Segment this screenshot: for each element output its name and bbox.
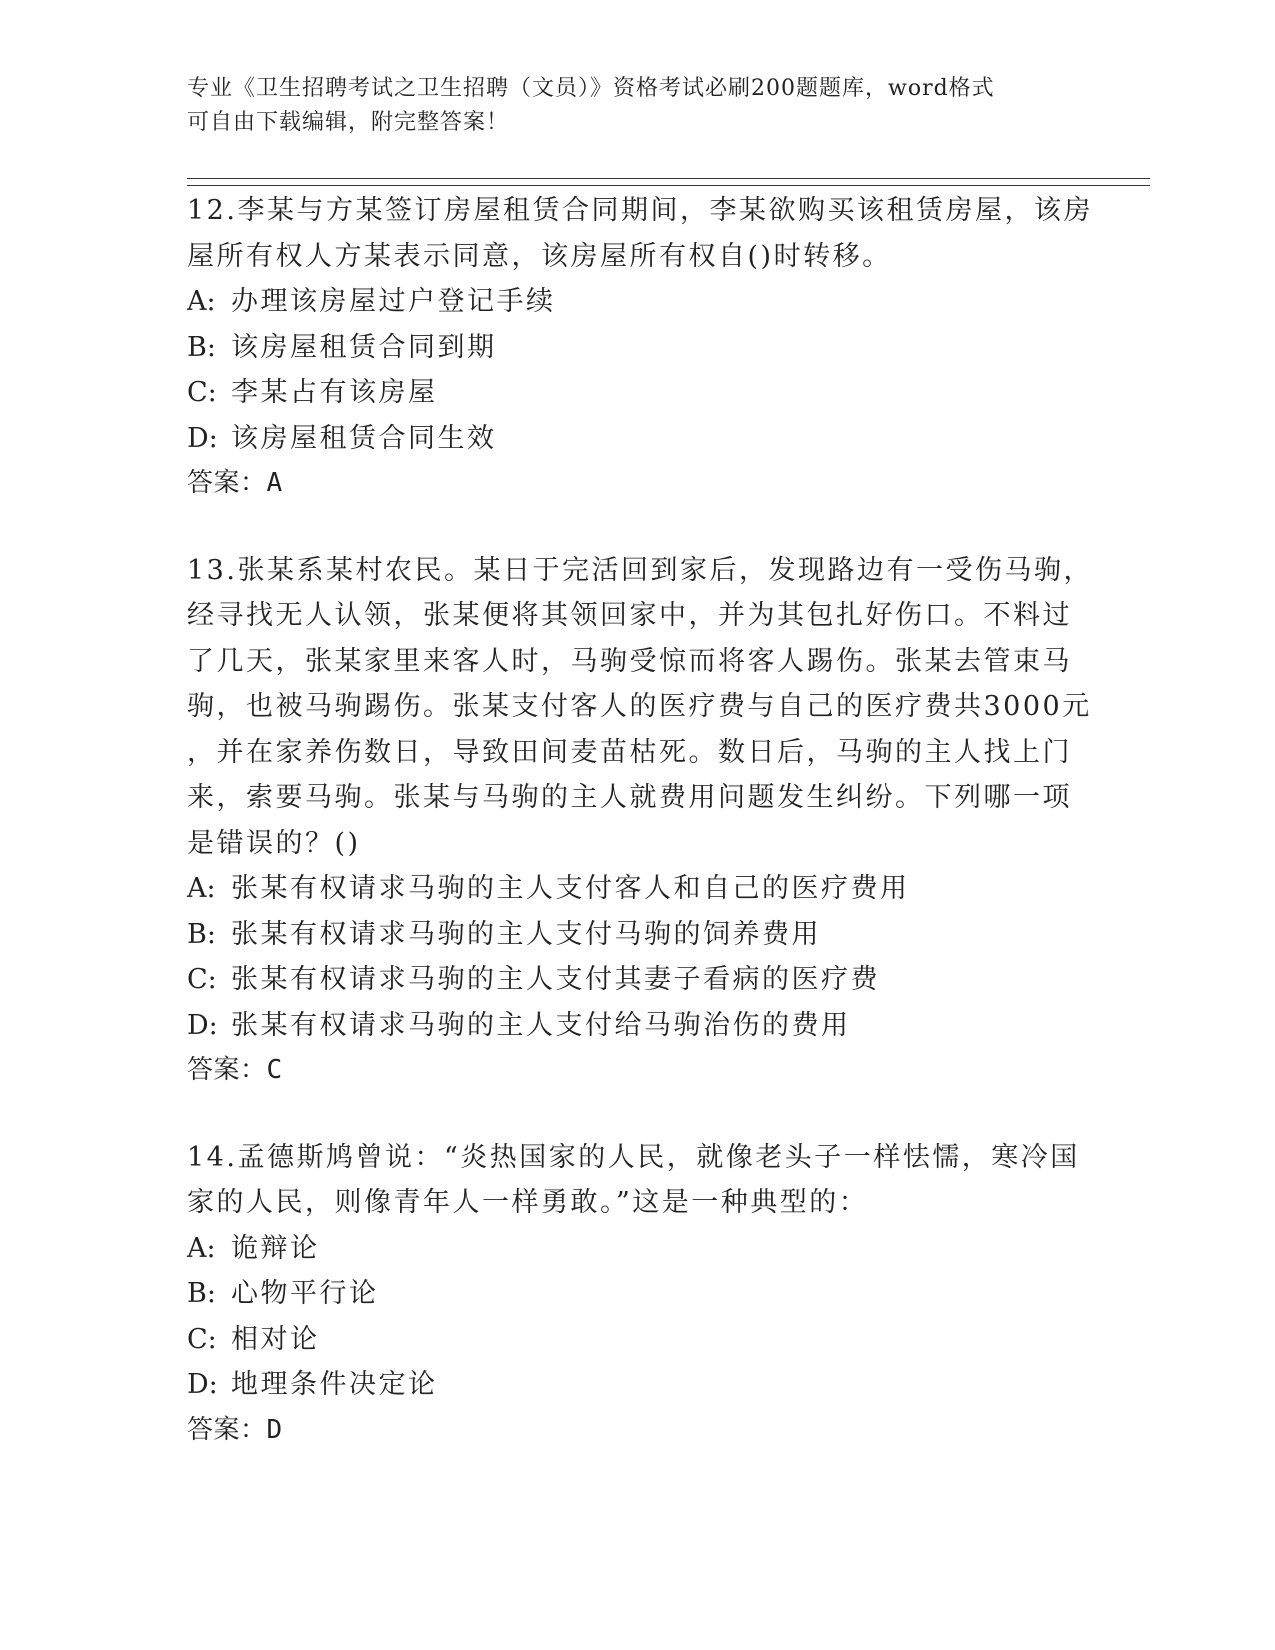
option-b [187, 1271, 1087, 1317]
option-c [187, 957, 1087, 1003]
option-letter: B: [187, 331, 216, 363]
option-text: 地理条件决定论 [231, 1369, 438, 1400]
question-14 [187, 1135, 1087, 1454]
option-a [187, 279, 1087, 325]
question-stem-line: ，并在家养伤数日，导致田间麦苗枯死。数日后，马驹的主人找上门 [187, 736, 1072, 768]
question-stem-line: 驹，也被马驹踢伤。张某支付客人的医疗费与自己的医疗费共3000元 [187, 691, 1092, 722]
question-stem-line: 是错误的？() [187, 827, 361, 859]
answer-line [187, 1048, 1087, 1094]
question-stem-line: 经寻找无人认领，张某便将其领回家中，并为其包扎好伤口。不料过 [187, 600, 1072, 631]
header-title-line-2: 可自由下载编辑，附完整答案！ [187, 110, 510, 135]
question-stem-line: 家的人民，则像青年人一样勇敢。”这是一种典型的： [187, 1187, 869, 1218]
option-text: 该房屋租赁合同生效 [231, 422, 497, 454]
option-letter: D: [187, 1369, 218, 1400]
question-stem-line: 了几天，张某家里来客人时，马驹受惊而将客人踢伤。张某去管束马 [187, 645, 1072, 677]
option-text: 李某占有该房屋 [231, 377, 438, 408]
option-c [187, 370, 1087, 416]
option-text: 办理该房屋过户登记手续 [231, 286, 556, 317]
question-stem-line: 13.张某系某村农民。某日于完活回到家后，发现路边有一受伤马驹， [187, 554, 1093, 586]
question-list [187, 188, 1093, 1494]
option-letter: D: [187, 422, 218, 454]
question-stem-line: 屋所有权人方某表示同意，该房屋所有权自()时转移。 [187, 240, 892, 272]
answer-value: C [266, 1055, 283, 1085]
option-text: 张某有权请求马驹的主人支付其妻子看病的医疗费 [231, 964, 880, 995]
header-divider-thin [187, 185, 1150, 186]
answer-label: 答案： [187, 468, 267, 498]
option-b [187, 912, 1087, 958]
answer-value: A [266, 468, 283, 498]
option-letter: A: [187, 873, 216, 904]
question-stem-line: 14.孟德斯鸠曾说：“炎热国家的人民，就像老头子一样怯懦，寒冷国 [187, 1141, 1080, 1173]
option-text: 该房屋租赁合同到期 [231, 331, 497, 363]
option-letter: B: [187, 918, 216, 950]
question-stem-line: 12.李某与方某签订房屋租赁合同期间，李某欲购买该租赁房屋，该房 [187, 195, 1093, 226]
option-c [187, 1317, 1087, 1363]
answer-line [187, 1408, 1087, 1454]
option-text: 张某有权请求马驹的主人支付马驹的饲养费用 [231, 918, 821, 950]
option-d [187, 416, 1087, 462]
option-text: 张某有权请求马驹的主人支付客人和自己的医疗费用 [231, 873, 910, 904]
option-letter: C: [187, 377, 217, 408]
answer-label: 答案： [187, 1055, 267, 1085]
option-a [187, 866, 1087, 912]
option-b [187, 325, 1087, 371]
question-12 [187, 188, 1093, 507]
option-text: 诡辩论 [231, 1232, 320, 1264]
option-letter: A: [187, 1232, 216, 1264]
option-letter: A: [187, 286, 216, 317]
answer-line [187, 461, 1087, 507]
option-text: 张某有权请求马驹的主人支付给马驹治伤的费用 [231, 1009, 851, 1041]
header-title-line-1: 专业《卫生招聘考试之卫生招聘（文员）》资格考试必刷200题题库，word格式 [187, 76, 995, 101]
answer-label: 答案： [187, 1414, 267, 1445]
option-text: 相对论 [231, 1323, 320, 1355]
option-letter: B: [187, 1278, 216, 1309]
option-letter: C: [187, 964, 217, 995]
header-divider-thick [187, 178, 1150, 179]
answer-value: D [266, 1414, 283, 1445]
question-stem-line: 来，索要马驹。张某与马驹的主人就费用问题发生纠纷。下列哪一项 [187, 782, 1072, 813]
option-text: 心物平行论 [231, 1278, 379, 1309]
option-letter: C: [187, 1323, 217, 1355]
document-header [187, 72, 1087, 140]
question-13 [187, 548, 1093, 1094]
option-d [187, 1003, 1087, 1049]
option-letter: D: [187, 1009, 218, 1041]
option-a [187, 1226, 1087, 1272]
option-d [187, 1362, 1087, 1408]
